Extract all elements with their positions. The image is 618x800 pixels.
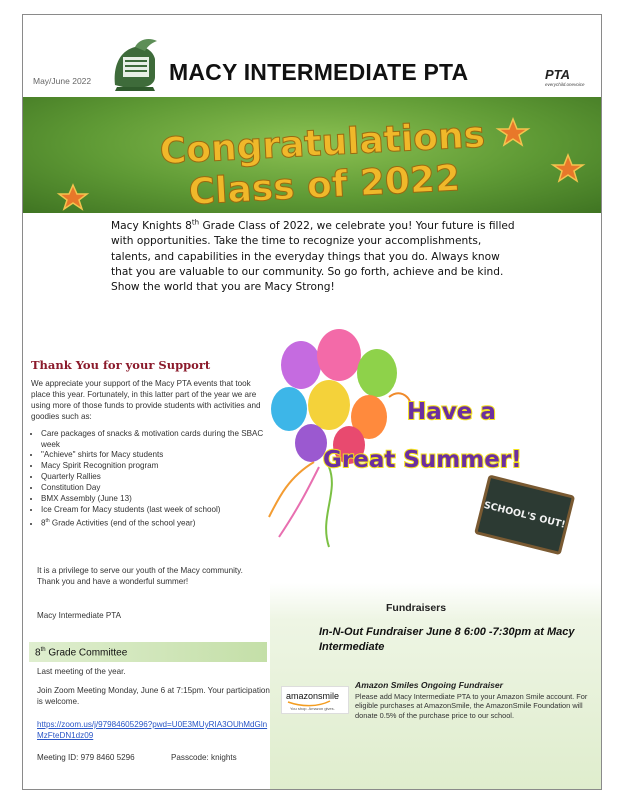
fundraisers-heading: Fundraisers: [386, 602, 447, 614]
amazon-logo-tagline: You shop. Amazon gives.: [290, 706, 335, 711]
support-list: [31, 429, 267, 530]
thank-you-intro: We appreciate your support of the Macy PTA events that took place this year. Fortunately, in this latter part of the year we are using more of those funds to provide students with activities and goodies such as:: [31, 379, 261, 421]
summer-line-2: Great Summer!: [323, 447, 522, 473]
signature: Macy Intermediate PTA: [37, 611, 121, 620]
list-item: • Constitution Day: [41, 483, 267, 494]
thank-you-heading: Thank You for your Support: [31, 358, 211, 372]
knight-helmet-icon: [109, 37, 161, 93]
issue-date: May/June 2022: [33, 76, 92, 86]
star-icon: [59, 185, 87, 209]
committee-heading-ordinal: th: [40, 647, 46, 653]
meeting-id: Meeting ID: 979 8460 5296: [37, 753, 135, 762]
zoom-meeting-link[interactable]: https://zoom.us/j/97984605296?pwd=U0E3MUyRIA3OUhMdGlnMzFteDN1dz09: [37, 720, 268, 740]
pta-logo: [545, 67, 587, 97]
list-item: • Care packages of snacks & motivation cards during the SBAC week: [41, 429, 267, 451]
committee-heading-text: Grade Committee: [45, 647, 128, 659]
banner-line-1: Congratulations: [158, 114, 486, 173]
closing-message: It is a privilege to serve our youth of the Macy community. Thank you and have a wonderful summer!: [37, 566, 243, 586]
summer-line-1: Have a: [407, 399, 496, 425]
chalkboard-icon: [476, 476, 573, 553]
thank-you-section: [31, 379, 267, 529]
pta-logo-tagline: everychild.onevoice: [545, 82, 585, 87]
chalkboard-text: SCHOOL'S OUT!: [482, 499, 567, 531]
amazon-smile-heading: Amazon Smiles Ongoing Fundraiser: [355, 680, 504, 690]
congratulations-banner: [23, 97, 601, 213]
innout-fundraiser: In-N-Out Fundraiser June 8 6:00 -7:30pm at Macy Intermediate: [319, 626, 575, 653]
balloons-icon: [269, 329, 411, 547]
list-item: • Ice Cream for Macy students (last week of school): [41, 505, 267, 516]
amazon-smile-text: Please add Macy Intermediate PTA to your Amazon Smile account. For eligible purchases at AmazonSmile, the AmazonSmile Foundation will donate 0.5% of the purchase price to our school.: [355, 692, 588, 720]
list-item-ordinal: th: [45, 517, 50, 524]
intro-text-start: Macy Knights 8: [111, 220, 192, 232]
banner-line-2: Class of 2022: [187, 157, 462, 213]
amazonsmile-logo: [281, 686, 349, 714]
list-item: • BMX Assembly (June 13): [41, 494, 267, 505]
pta-logo-text: PTA: [545, 67, 571, 82]
list-item: [41, 516, 267, 530]
committee-meeting-info: Join Zoom Meeting Monday, June 6 at 7:15pm. Your participation is welcome.: [37, 686, 270, 706]
star-icon: [553, 155, 583, 181]
list-item-text: Grade Activities (end of the school year): [49, 518, 196, 528]
header: [23, 15, 601, 97]
amazon-logo-text: amazonsmile: [286, 691, 340, 701]
committee-heading: [35, 647, 127, 658]
list-item: • "Achieve" shirts for Macy students: [41, 450, 267, 461]
meeting-passcode: Passcode: knights: [171, 753, 237, 762]
page-title: MACY INTERMEDIATE PTA: [169, 59, 469, 85]
committee-note: Last meeting of the year.: [37, 667, 126, 676]
great-summer-illustration: [259, 317, 601, 559]
list-item: • Macy Spirit Recognition program: [41, 461, 267, 472]
list-item-text: 8: [41, 518, 46, 528]
class-of-2022-message: [111, 219, 521, 295]
intro-text-rest: Grade Class of 2022, we celebrate you! Your future is filled with opportunities. Take the time to recognize your accomplishments, talents, and capabilities in the everyday things that you do. Always know that you are valuable to our community. So go forth, achieve and be kind. Show the world that you are Macy Strong!: [111, 220, 515, 294]
list-item: • Quarterly Rallies: [41, 472, 267, 483]
star-icon: [498, 119, 528, 145]
intro-ordinal: th: [191, 218, 200, 227]
newsletter-page: [22, 14, 602, 790]
committee-heading-text: 8: [35, 647, 41, 659]
